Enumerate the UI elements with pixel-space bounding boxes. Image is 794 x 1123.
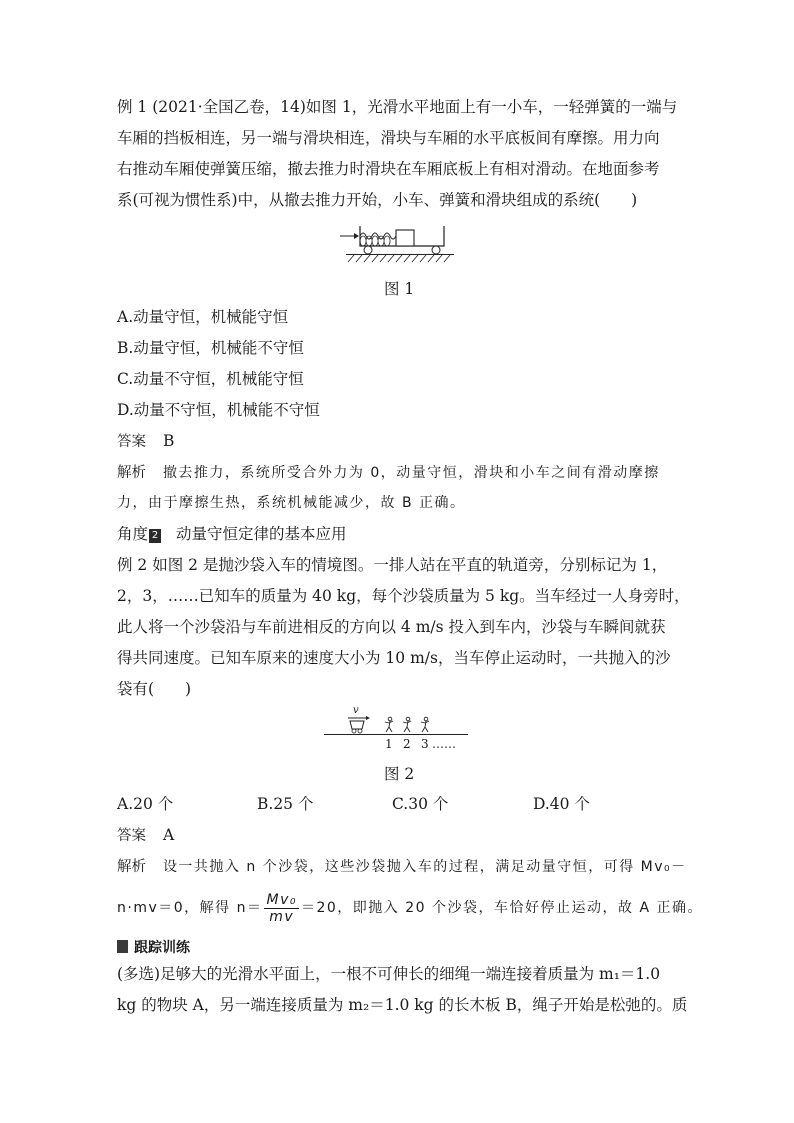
figure-2-caption: 图 2 [384,765,415,783]
example1-line-4: 系(可视为惯性系)中，从撤去推力开始，小车、弹簧和滑块组成的系统( ) [117,191,638,209]
example1-explanation-line-1 [117,462,660,483]
example1-line-3: 右推动车厢使弹簧压缩，撤去推力时滑块在车厢底板上有相对滑动。在地面参考 [117,160,660,178]
angle-number-badge: 2 [149,529,161,543]
example1-answer [117,431,174,452]
person-label-1: 1 [385,737,393,751]
explanation-label: 解析 [117,465,146,481]
example2-line-4: 得共同速度。已知车原来的速度大小为 10 m/s，当车停止运动时，一共抛入的沙 [117,649,671,667]
option-a: A.动量守恒，机械能守恒 [117,308,289,326]
explanation-label: 解析 [117,859,146,875]
angle-title: 动量守恒定律的基本应用 [175,525,347,543]
example1-line-1: 例 1 (2021·全国乙卷，14)如图 1，光滑水平地面上有一小车，一轻弹簧的一端与 [117,98,678,116]
explanation-post: ＝20，即抛入 20 个沙袋，车恰好停止运动，故 A 正确。 [300,900,703,916]
option-c: C.动量不守恒，机械能守恒 [117,370,304,388]
answer-label: 答案 [117,828,146,844]
option-d: D.40 个 [533,795,590,813]
option-a: A.20 个 [117,795,174,813]
example2-explanation-line-2 [117,888,703,928]
velocity-label: v [353,705,359,716]
example2-line-1: 例 2 如图 2 是抛沙袋入车的情境图。一排人站在平直的轨道旁，分别标记为 1， [117,556,668,574]
explanation-text: 撤去推力，系统所受合外力为 0，动量守恒，滑块和小车之间有滑动摩擦 [162,465,660,481]
example2-answer [117,825,174,846]
option-b: B.动量守恒，机械能不守恒 [117,339,304,357]
answer-value: B [162,432,175,450]
option-c: C.30 个 [392,795,449,813]
tracking-heading [117,937,190,958]
example2-line-2: 2，3，……已知车的质量为 40 kg，每个沙袋质量为 5 kg。当车经过一人身旁时， [117,587,690,605]
angle-prefix: 角度 [117,525,149,543]
fraction-denominator: mv [269,908,295,925]
answer-label: 答案 [117,434,146,450]
person-label-more: …… [432,737,456,751]
example1-line-2: 车厢的挡板相连，另一端与滑块相连，滑块与车厢的水平底板间有摩擦。用力向 [117,129,660,147]
answer-value: A [162,826,175,844]
person-label-3: 3 [421,737,429,751]
figure-1-cart-diagram [338,222,456,268]
option-b: B.25 个 [257,795,314,813]
example2-line-5: 袋有( ) [117,680,192,698]
figure-1-caption: 图 1 [384,280,415,298]
angle-heading [117,524,346,544]
tracking-line-1: (多选)足够大的光滑水平面上，一根不可伸长的细绳一端连接着质量为 m₁＝1.0 [117,965,661,983]
option-d: D.动量不守恒，机械能不守恒 [117,401,320,419]
example1-explanation-line-2: 力，由于摩擦生热，系统机械能减少，故 B 正确。 [117,495,466,511]
tracking-title: 跟踪训练 [134,940,190,956]
section-marker-icon [117,940,128,953]
tracking-line-2: kg 的物块 A，另一端连接质量为 m₂＝1.0 kg 的长木板 B，绳子开始是松弛的。质 [117,996,688,1014]
person-label-2: 2 [403,737,411,751]
fraction-numerator: Mv₀ [266,891,297,908]
example2-explanation-line-1 [117,856,687,877]
explanation-text: 设一共抛入 n 个沙袋，这些沙袋抛入车的过程，满足动量守恒，可得 Mv₀－ [162,859,687,875]
figure-2-diagram [322,705,472,756]
example2-line-3: 此人将一个沙袋沿与车前进相反的方向以 4 m/s 投入到车内，沙袋与车瞬间就获 [117,618,666,636]
fraction [264,892,298,925]
explanation-pre: n·mv＝0，解得 n＝ [117,900,263,916]
